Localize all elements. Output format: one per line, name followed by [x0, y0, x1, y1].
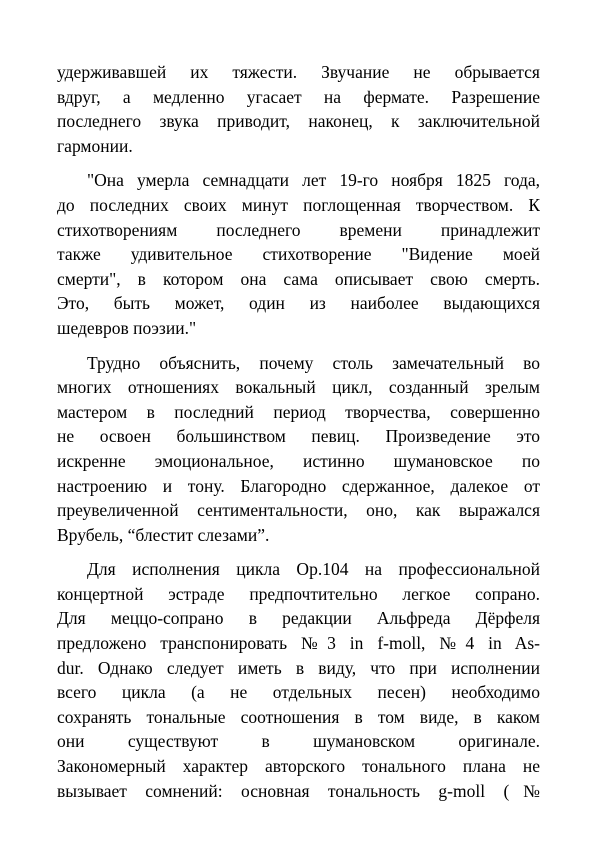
- text-line: также удивительное стихотворение "Видение моей: [57, 244, 540, 265]
- text-line: мастером в последний период творчества, совершенно: [57, 401, 540, 422]
- paragraph-4: [57, 557, 540, 803]
- text-line: последнего звука приводит, наконец, к заключительной: [57, 111, 540, 132]
- text-line: Это, быть может, один из наиболее выдающихся: [57, 293, 540, 314]
- text-line: преувеличенной сентиментальности, оно, как выражался: [57, 500, 540, 521]
- text-line: "Она умерла семнадцати лет 19-го ноября 1825 года,: [87, 170, 540, 191]
- text-line: настроению и тону. Благородно сдержанное, далекое от: [57, 475, 540, 496]
- document-body: [57, 60, 540, 813]
- text-line: стихотворениям последнего времени принадлежит: [57, 219, 540, 240]
- paragraph-1: [57, 60, 540, 158]
- text-line: вдруг, а медленно угасает на фермате. Разрешение: [57, 86, 540, 107]
- text-line: предложено транспонировать №3 in f-moll, №4 in As-: [57, 633, 540, 654]
- text-line: Врубель, “блестит слезами”.: [57, 524, 270, 545]
- text-line: до последних своих минут поглощенная творчеством. К: [57, 194, 540, 215]
- paragraph-2: [57, 168, 540, 340]
- text-line: шедевров поэзии.": [57, 317, 197, 338]
- paragraph-3: [57, 351, 540, 548]
- text-line: Для меццо-сопрано в редакции Альфреда Дёрфеля: [57, 608, 540, 629]
- text-line: dur. Однако следует иметь в виду, что при исполнении: [57, 657, 540, 678]
- text-line: вызывает сомнений: основная тональность g-moll (№: [57, 780, 540, 801]
- text-line: Трудно объяснить, почему столь замечательный во: [87, 352, 540, 373]
- text-line: Для исполнения цикла Op.104 на профессиональной: [87, 559, 540, 580]
- text-line: удерживавшей их тяжести. Звучание не обрывается: [57, 62, 540, 82]
- text-line: Закономерный характер авторского тонального плана не: [57, 756, 540, 777]
- text-line: смерти", в котором она сама описывает свою смерть.: [57, 268, 540, 289]
- text-line: гармонии.: [57, 135, 133, 156]
- text-line: всего цикла (а не отдельных песен) необходимо: [57, 682, 540, 703]
- text-line: многих отношениях вокальный цикл, созданный зрелым: [57, 377, 540, 398]
- text-line: искренне эмоциональное, истинно шумановское по: [57, 450, 540, 471]
- text-line: концертной эстраде предпочтительно легкое сопрано.: [57, 583, 540, 604]
- text-line: не освоен большинством певиц. Произведение это: [57, 426, 540, 447]
- text-line: они существуют в шумановском оригинале.: [57, 731, 540, 752]
- text-line: сохранять тональные соотношения в том виде, в каком: [57, 706, 540, 727]
